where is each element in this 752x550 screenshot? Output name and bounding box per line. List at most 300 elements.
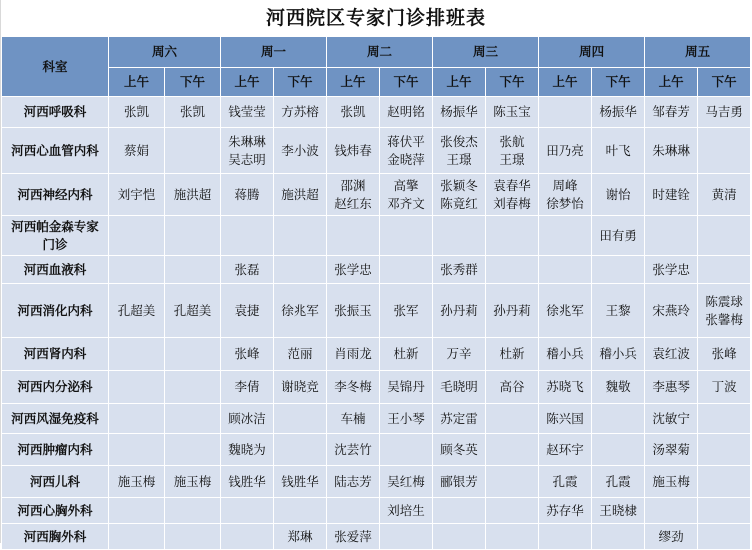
header-row-sessions bbox=[2, 68, 751, 97]
session-header-am: 上午 bbox=[109, 68, 165, 97]
dept-cell: 河西风湿免疫科 bbox=[2, 404, 109, 434]
doctor-cell bbox=[592, 128, 645, 174]
doctor-name: 谢晓竞 bbox=[281, 379, 319, 394]
doctor-cell bbox=[539, 128, 592, 174]
doctor-cell bbox=[380, 371, 433, 404]
doctor-cell bbox=[221, 404, 274, 434]
doctor-cell bbox=[539, 174, 592, 216]
doctor-name: 孔霞 bbox=[605, 473, 631, 489]
doctor-name: 宋燕玲 bbox=[652, 302, 690, 318]
dept-cell: 河西呼吸科 bbox=[2, 97, 109, 128]
doctor-cell bbox=[274, 434, 327, 466]
dept-cell: 河西血液科 bbox=[2, 256, 109, 284]
doctor-name: 张学忠 bbox=[652, 261, 690, 277]
doctor-cell bbox=[698, 174, 751, 216]
doctor-name: 徐兆军 bbox=[281, 302, 319, 318]
doctor-name: 高谷 bbox=[499, 379, 525, 394]
doctor-name: 施玉梅 bbox=[173, 473, 212, 489]
doctor-cell bbox=[221, 371, 274, 404]
doctor-cell bbox=[539, 434, 592, 466]
doctor-name: 张凯 bbox=[123, 104, 149, 119]
doctor-cell bbox=[645, 97, 698, 128]
dept-cell bbox=[2, 216, 109, 256]
doctor-name: 赵环宇 bbox=[546, 441, 584, 457]
doctor-name: 稽小兵 bbox=[546, 346, 584, 361]
doctor-name: 孙丹莉 bbox=[493, 302, 531, 318]
doctor-name: 蒋腾 bbox=[234, 186, 260, 202]
doctor-name: 王璟 bbox=[446, 151, 472, 167]
doctor-cell bbox=[109, 371, 165, 404]
doctor-name: 施玉梅 bbox=[117, 473, 156, 489]
doctor-name: 杜新 bbox=[499, 346, 525, 361]
doctor-cell bbox=[645, 404, 698, 434]
doctor-cell bbox=[165, 404, 221, 434]
doctor-cell bbox=[380, 466, 433, 498]
session-header-pm: 下午 bbox=[380, 68, 433, 97]
doctor-name: 马吉勇 bbox=[705, 104, 743, 119]
doctor-cell bbox=[109, 97, 165, 128]
dept-cell: 河西胸外科 bbox=[2, 524, 109, 550]
doctor-cell bbox=[486, 434, 539, 466]
doctor-cell bbox=[592, 466, 645, 498]
doctor-name: 魏晓为 bbox=[228, 441, 266, 457]
doctor-name: 汤翠菊 bbox=[652, 441, 690, 457]
doctor-cell bbox=[109, 434, 165, 466]
doctor-cell bbox=[645, 128, 698, 174]
doctor-cell bbox=[698, 434, 751, 466]
doctor-cell bbox=[165, 371, 221, 404]
doctor-cell bbox=[380, 404, 433, 434]
doctor-cell bbox=[109, 498, 165, 524]
doctor-cell bbox=[165, 434, 221, 466]
doctor-name: 陆志芳 bbox=[334, 473, 372, 489]
doctor-cell bbox=[221, 128, 274, 174]
doctor-cell bbox=[380, 434, 433, 466]
page-title: 河西院区专家门诊排班表 bbox=[265, 7, 486, 29]
dept-name-line: 河西帕金森专家门诊 bbox=[11, 218, 99, 252]
session-header-am: 上午 bbox=[539, 68, 592, 97]
doctor-name: 肖雨龙 bbox=[334, 346, 372, 361]
doctor-cell bbox=[109, 284, 165, 338]
dept-cell: 河西心血管内科 bbox=[2, 128, 109, 174]
doctor-cell bbox=[380, 338, 433, 371]
doctor-cell bbox=[274, 404, 327, 434]
doctor-cell bbox=[109, 216, 165, 256]
doctor-name: 杜新 bbox=[393, 346, 419, 361]
doctor-name: 顾冬英 bbox=[440, 441, 478, 457]
doctor-name: 王晓棣 bbox=[599, 502, 637, 518]
doctor-name: 顾冰洁 bbox=[228, 410, 266, 426]
dept-cell: 河西消化内科 bbox=[2, 284, 109, 338]
doctor-name: 丁波 bbox=[711, 379, 737, 394]
day-header-mon: 周一 bbox=[221, 37, 327, 68]
doctor-name: 张爱萍 bbox=[334, 528, 372, 544]
doctor-cell bbox=[592, 434, 645, 466]
doctor-cell bbox=[109, 128, 165, 174]
doctor-name: 赵明铭 bbox=[387, 104, 425, 119]
doctor-name: 李惠琴 bbox=[652, 379, 690, 394]
doctor-cell bbox=[327, 216, 380, 256]
doctor-name: 李倩 bbox=[234, 379, 260, 394]
doctor-cell bbox=[486, 97, 539, 128]
day-header-wed: 周三 bbox=[433, 37, 539, 68]
doctor-name: 高擎 bbox=[393, 177, 419, 193]
doctor-cell bbox=[539, 466, 592, 498]
doctor-cell bbox=[698, 284, 751, 338]
doctor-cell bbox=[539, 97, 592, 128]
doctor-cell bbox=[221, 97, 274, 128]
header-row-days bbox=[2, 37, 751, 68]
doctor-cell bbox=[327, 434, 380, 466]
dept-cell: 河西内分泌科 bbox=[2, 371, 109, 404]
doctor-name: 金晓萍 bbox=[387, 151, 425, 167]
doctor-cell bbox=[327, 284, 380, 338]
doctor-name: 叶飞 bbox=[605, 142, 631, 158]
doctor-cell bbox=[698, 498, 751, 524]
doctor-name: 吴志明 bbox=[228, 151, 266, 167]
doctor-name: 张峰 bbox=[234, 346, 260, 361]
doctor-cell bbox=[539, 404, 592, 434]
doctor-cell bbox=[645, 338, 698, 371]
doctor-cell bbox=[592, 284, 645, 338]
doctor-cell bbox=[592, 174, 645, 216]
doctor-name: 沈芸竹 bbox=[334, 441, 372, 457]
doctor-name: 王璟 bbox=[499, 151, 525, 167]
table-row bbox=[2, 466, 751, 498]
doctor-name: 施洪超 bbox=[281, 186, 319, 202]
doctor-cell bbox=[274, 524, 327, 550]
doctor-cell bbox=[592, 498, 645, 524]
doctor-cell bbox=[274, 338, 327, 371]
doctor-cell bbox=[221, 174, 274, 216]
doctor-name: 徐梦怡 bbox=[546, 195, 584, 211]
doctor-cell bbox=[327, 371, 380, 404]
doctor-cell bbox=[109, 338, 165, 371]
doctor-name: 田有勇 bbox=[599, 227, 637, 243]
doctor-cell bbox=[592, 216, 645, 256]
doctor-name: 钱胜华 bbox=[281, 473, 319, 489]
doctor-name: 田乃亮 bbox=[546, 142, 584, 158]
doctor-name: 孔霞 bbox=[552, 473, 578, 489]
doctor-cell bbox=[327, 498, 380, 524]
doctor-name: 陈兴国 bbox=[546, 410, 584, 426]
doctor-name: 张磊 bbox=[234, 261, 260, 277]
doctor-name: 朱琳琳 bbox=[228, 133, 266, 149]
doctor-name: 李小波 bbox=[281, 142, 319, 158]
doctor-name: 陈震球 bbox=[705, 293, 743, 309]
doctor-name: 张振玉 bbox=[334, 302, 372, 318]
doctor-cell bbox=[274, 216, 327, 256]
doctor-cell bbox=[539, 498, 592, 524]
doctor-name: 刘春梅 bbox=[493, 195, 531, 211]
day-header-sat: 周六 bbox=[109, 37, 221, 68]
table-row bbox=[2, 256, 751, 284]
doctor-name: 苏定雷 bbox=[440, 410, 478, 426]
doctor-cell bbox=[274, 256, 327, 284]
doctor-cell bbox=[221, 524, 274, 550]
doctor-cell bbox=[486, 338, 539, 371]
doctor-cell bbox=[698, 128, 751, 174]
doctor-cell bbox=[327, 256, 380, 284]
doctor-cell bbox=[274, 498, 327, 524]
doctor-cell bbox=[592, 338, 645, 371]
session-header-pm: 下午 bbox=[274, 68, 327, 97]
doctor-cell bbox=[645, 466, 698, 498]
doctor-cell bbox=[433, 174, 486, 216]
doctor-cell bbox=[433, 97, 486, 128]
doctor-cell bbox=[433, 338, 486, 371]
doctor-cell bbox=[327, 404, 380, 434]
doctor-name: 杨振华 bbox=[599, 104, 637, 119]
doctor-cell bbox=[539, 256, 592, 284]
doctor-name: 谢怡 bbox=[605, 186, 631, 202]
doctor-cell bbox=[380, 524, 433, 550]
doctor-cell bbox=[221, 284, 274, 338]
doctor-name: 张凯 bbox=[340, 104, 366, 119]
doctor-cell bbox=[165, 128, 221, 174]
doctor-cell bbox=[165, 466, 221, 498]
doctor-cell bbox=[433, 371, 486, 404]
doctor-cell bbox=[274, 466, 327, 498]
doctor-cell bbox=[539, 524, 592, 550]
doctor-name: 张俊杰 bbox=[440, 133, 478, 149]
doctor-cell bbox=[221, 434, 274, 466]
table-row bbox=[2, 284, 751, 338]
doctor-cell bbox=[327, 128, 380, 174]
doctor-name: 蔡娟 bbox=[123, 142, 149, 158]
doctor-name: 钱莹莹 bbox=[228, 104, 266, 119]
doctor-name: 郑琳 bbox=[287, 528, 313, 544]
doctor-cell bbox=[433, 466, 486, 498]
doctor-name: 张秀群 bbox=[440, 261, 478, 277]
doctor-name: 范丽 bbox=[287, 346, 313, 361]
doctor-cell bbox=[592, 404, 645, 434]
table-row bbox=[2, 97, 751, 128]
table-row bbox=[2, 174, 751, 216]
doctor-cell bbox=[645, 371, 698, 404]
doctor-name: 袁捷 bbox=[234, 302, 260, 318]
doctor-name: 杨振华 bbox=[440, 104, 478, 119]
doctor-name: 徐兆军 bbox=[546, 302, 584, 318]
doctor-cell bbox=[539, 371, 592, 404]
doctor-name: 张凯 bbox=[180, 104, 206, 119]
table-row bbox=[2, 338, 751, 371]
doctor-cell bbox=[221, 498, 274, 524]
doctor-cell bbox=[486, 404, 539, 434]
doctor-cell bbox=[698, 466, 751, 498]
dept-column-header: 科室 bbox=[2, 37, 109, 97]
doctor-name: 魏敬 bbox=[605, 379, 631, 394]
doctor-cell bbox=[486, 216, 539, 256]
doctor-name: 方苏榕 bbox=[281, 104, 319, 119]
doctor-cell bbox=[486, 498, 539, 524]
doctor-name: 张航 bbox=[499, 133, 525, 149]
doctor-cell bbox=[433, 128, 486, 174]
doctor-name: 李冬梅 bbox=[334, 379, 372, 394]
doctor-cell bbox=[486, 524, 539, 550]
table-row bbox=[2, 498, 751, 524]
doctor-cell bbox=[109, 256, 165, 284]
doctor-cell bbox=[327, 338, 380, 371]
dept-cell: 河西神经内科 bbox=[2, 174, 109, 216]
doctor-name: 赵红东 bbox=[334, 195, 372, 211]
session-header-am: 上午 bbox=[433, 68, 486, 97]
doctor-name: 袁红波 bbox=[652, 346, 690, 361]
doctor-cell bbox=[380, 284, 433, 338]
doctor-name: 孔超美 bbox=[173, 302, 212, 318]
day-header-tue: 周二 bbox=[327, 37, 433, 68]
doctor-cell bbox=[645, 434, 698, 466]
doctor-name: 苏存华 bbox=[546, 502, 584, 518]
doctor-name: 张峰 bbox=[711, 346, 737, 361]
doctor-cell bbox=[592, 97, 645, 128]
doctor-cell bbox=[274, 371, 327, 404]
doctor-cell bbox=[327, 466, 380, 498]
session-header-pm: 下午 bbox=[698, 68, 751, 97]
doctor-cell bbox=[221, 466, 274, 498]
doctor-cell bbox=[274, 174, 327, 216]
doctor-cell bbox=[486, 174, 539, 216]
table-row bbox=[2, 434, 751, 466]
doctor-cell bbox=[109, 524, 165, 550]
doctor-name: 张颖冬 bbox=[440, 177, 478, 193]
doctor-name: 王黎 bbox=[605, 302, 631, 318]
doctor-cell bbox=[645, 524, 698, 550]
doctor-cell bbox=[486, 371, 539, 404]
doctor-cell bbox=[165, 498, 221, 524]
session-header-pm: 下午 bbox=[592, 68, 645, 97]
doctor-cell bbox=[698, 338, 751, 371]
doctor-cell bbox=[380, 216, 433, 256]
doctor-cell bbox=[486, 256, 539, 284]
doctor-cell bbox=[592, 256, 645, 284]
doctor-cell bbox=[327, 97, 380, 128]
doctor-name: 毛晓明 bbox=[440, 379, 478, 394]
doctor-name: 万辛 bbox=[446, 346, 472, 361]
doctor-name: 时建铨 bbox=[652, 186, 690, 202]
doctor-cell bbox=[165, 97, 221, 128]
doctor-cell bbox=[380, 498, 433, 524]
doctor-cell bbox=[433, 284, 486, 338]
doctor-cell bbox=[486, 466, 539, 498]
doctor-cell bbox=[698, 216, 751, 256]
doctor-cell bbox=[539, 284, 592, 338]
doctor-name: 施洪超 bbox=[173, 186, 212, 202]
doctor-name: 朱琳琳 bbox=[652, 142, 690, 158]
session-header-am: 上午 bbox=[221, 68, 274, 97]
doctor-cell bbox=[274, 284, 327, 338]
doctor-cell bbox=[109, 174, 165, 216]
schedule-table bbox=[1, 36, 751, 550]
doctor-name: 苏晓飞 bbox=[546, 379, 584, 394]
doctor-name: 陈竟红 bbox=[440, 195, 478, 211]
doctor-name: 缪劲 bbox=[658, 528, 684, 544]
doctor-cell bbox=[380, 256, 433, 284]
doctor-cell bbox=[645, 284, 698, 338]
session-header-pm: 下午 bbox=[165, 68, 221, 97]
doctor-name: 吴红梅 bbox=[387, 473, 425, 489]
session-header-am: 上午 bbox=[645, 68, 698, 97]
doctor-name: 张馨梅 bbox=[705, 311, 743, 327]
doctor-cell bbox=[327, 524, 380, 550]
doctor-cell bbox=[433, 524, 486, 550]
doctor-name: 邓齐文 bbox=[387, 195, 425, 211]
doctor-cell bbox=[645, 256, 698, 284]
doctor-cell bbox=[645, 174, 698, 216]
doctor-cell bbox=[698, 371, 751, 404]
doctor-cell bbox=[221, 338, 274, 371]
table-row bbox=[2, 371, 751, 404]
doctor-cell bbox=[698, 524, 751, 550]
doctor-cell bbox=[592, 524, 645, 550]
doctor-name: 黄清 bbox=[711, 186, 737, 202]
doctor-cell bbox=[109, 466, 165, 498]
session-header-am: 上午 bbox=[327, 68, 380, 97]
doctor-cell bbox=[539, 216, 592, 256]
doctor-name: 郦银芳 bbox=[440, 473, 478, 489]
doctor-name: 蒋伏平 bbox=[387, 133, 425, 149]
doctor-name: 袁春华 bbox=[493, 177, 531, 193]
doctor-name: 邹春芳 bbox=[652, 104, 690, 119]
doctor-cell bbox=[433, 404, 486, 434]
doctor-cell bbox=[274, 128, 327, 174]
doctor-name: 张学忠 bbox=[334, 261, 372, 277]
doctor-cell bbox=[486, 284, 539, 338]
table-row bbox=[2, 128, 751, 174]
doctor-cell bbox=[380, 174, 433, 216]
doctor-cell bbox=[433, 256, 486, 284]
doctor-cell bbox=[221, 256, 274, 284]
doctor-name: 刘培生 bbox=[387, 502, 425, 518]
doctor-name: 施玉梅 bbox=[652, 473, 690, 489]
dept-cell: 河西肿瘤内科 bbox=[2, 434, 109, 466]
doctor-cell bbox=[539, 338, 592, 371]
doctor-cell bbox=[165, 174, 221, 216]
doctor-cell bbox=[380, 128, 433, 174]
doctor-cell bbox=[645, 498, 698, 524]
doctor-name: 刘宇恺 bbox=[117, 186, 156, 202]
table-row bbox=[2, 216, 751, 256]
doctor-name: 孔超美 bbox=[117, 302, 156, 318]
doctor-name: 钱胜华 bbox=[228, 473, 266, 489]
doctor-name: 车楠 bbox=[340, 410, 366, 426]
doctor-cell bbox=[592, 371, 645, 404]
day-header-thu: 周四 bbox=[539, 37, 645, 68]
doctor-name: 沈敏宁 bbox=[652, 410, 690, 426]
doctor-name: 王小琴 bbox=[387, 410, 425, 426]
doctor-cell bbox=[109, 404, 165, 434]
doctor-cell bbox=[433, 498, 486, 524]
doctor-cell bbox=[486, 128, 539, 174]
dept-cell: 河西儿科 bbox=[2, 466, 109, 498]
session-header-pm: 下午 bbox=[486, 68, 539, 97]
doctor-cell bbox=[698, 256, 751, 284]
doctor-cell bbox=[165, 338, 221, 371]
doctor-cell bbox=[165, 524, 221, 550]
doctor-cell bbox=[433, 434, 486, 466]
doctor-cell bbox=[698, 404, 751, 434]
doctor-cell bbox=[433, 216, 486, 256]
table-row bbox=[2, 524, 751, 550]
doctor-cell bbox=[380, 97, 433, 128]
doctor-cell bbox=[327, 174, 380, 216]
doctor-cell bbox=[274, 97, 327, 128]
doctor-name: 周峰 bbox=[552, 177, 578, 193]
doctor-cell bbox=[221, 216, 274, 256]
table-row bbox=[2, 404, 751, 434]
doctor-name: 钱炜春 bbox=[334, 142, 372, 158]
doctor-name: 陈玉宝 bbox=[493, 104, 531, 119]
